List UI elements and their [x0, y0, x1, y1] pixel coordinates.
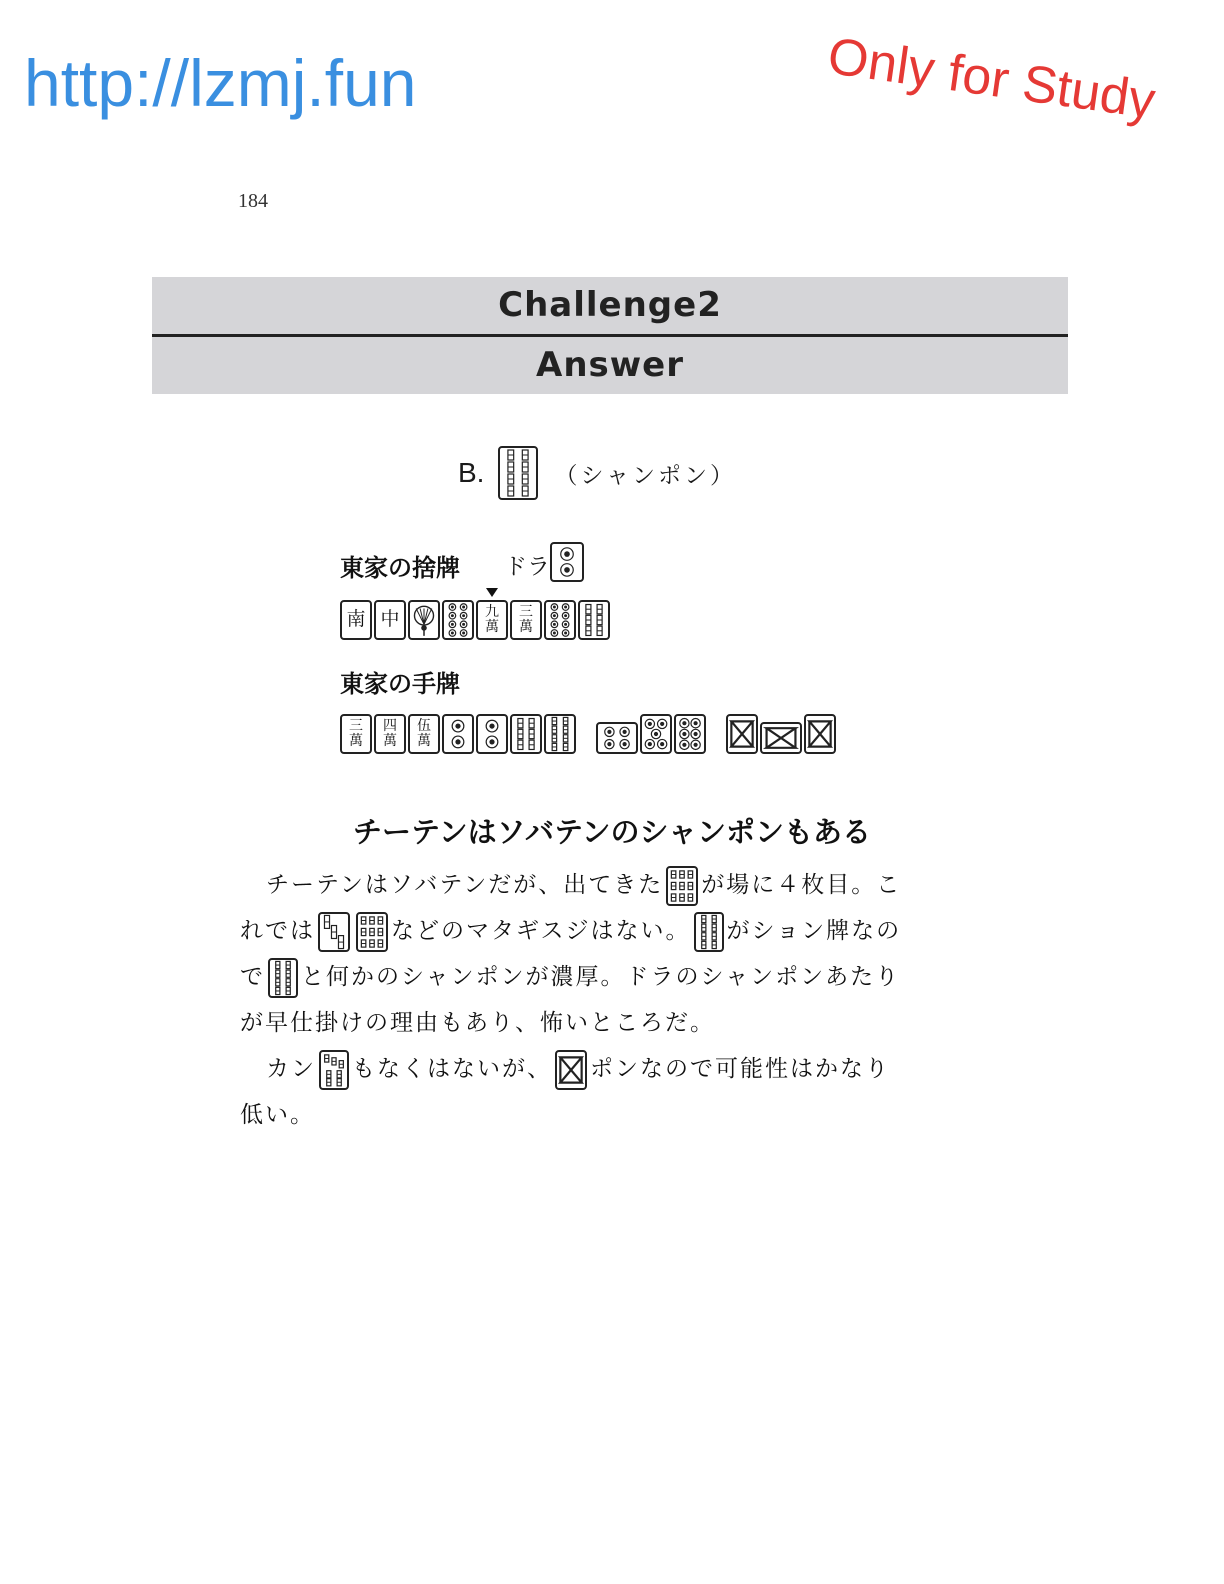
answer-tile	[498, 446, 538, 500]
discard-row	[340, 600, 612, 640]
paragraph-line: れでは などのマタギスジはない。 がション牌なの	[240, 912, 960, 952]
inline-tile	[319, 1050, 349, 1090]
dora-indicator	[550, 542, 586, 582]
discard-tile	[408, 600, 440, 640]
answer-subtitle: Answer	[152, 337, 1068, 394]
discard-tile: 九 萬	[476, 600, 508, 640]
discard-tile	[442, 600, 474, 640]
meld-tile	[804, 714, 836, 754]
challenge-title: Challenge2	[152, 277, 1068, 335]
section-heading: チーテンはソバテンのシャンポンもある	[353, 815, 871, 849]
called-tile-sideways	[596, 722, 638, 754]
discard-tile	[578, 600, 610, 640]
hand-row	[340, 714, 838, 754]
discard-marker-arrow	[486, 588, 498, 597]
dora-tile	[550, 542, 584, 582]
meld-tile	[726, 714, 758, 754]
inline-tile	[694, 912, 724, 952]
paragraph-line: チーテンはソバテンだが、出てきた が場に４枚目。こ	[266, 866, 986, 906]
inline-tile	[555, 1050, 587, 1090]
answer-wait-type: （シャンポン）	[554, 462, 737, 489]
paragraph-line: 低い。	[240, 1102, 315, 1128]
page-number: 184	[238, 190, 268, 212]
hand-tile: 三 萬	[340, 714, 372, 754]
hand-tile	[442, 714, 474, 754]
hand-tile: 四 萬	[374, 714, 406, 754]
meld-tile	[640, 714, 672, 754]
hand-tile	[544, 714, 576, 754]
inline-tile	[356, 912, 388, 952]
paragraph-line: が早仕掛けの理由もあり、怖いところだ。	[240, 1010, 715, 1036]
dora-label: ドラ	[504, 554, 550, 580]
discard-tile: 南	[340, 600, 372, 640]
url-watermark: http://lzmj.fun	[24, 46, 417, 120]
inline-tile	[666, 866, 698, 906]
hand-label: 東家の手牌	[340, 670, 460, 698]
inline-tile	[268, 958, 298, 998]
hand-tile	[476, 714, 508, 754]
inline-tile	[318, 912, 350, 952]
meld-tile	[674, 714, 706, 754]
answer-line	[458, 445, 736, 501]
hand-tile	[510, 714, 542, 754]
discard-tile: 三 萬	[510, 600, 542, 640]
discard-tile: 中	[374, 600, 406, 640]
answer-letter: B.	[458, 457, 485, 488]
paragraph-line: カン もなくはないが、 ポンなので可能性はかなり	[266, 1050, 986, 1090]
called-tile-sideways	[760, 722, 802, 754]
discard-tile	[544, 600, 576, 640]
hand-tile: 伍 萬	[408, 714, 440, 754]
discards-label: 東家の捨牌	[340, 554, 460, 582]
paragraph-line: で と何かのシャンポンが濃厚。ドラのシャンポンあたり	[240, 958, 960, 998]
study-watermark: Only for Study	[824, 27, 1159, 131]
